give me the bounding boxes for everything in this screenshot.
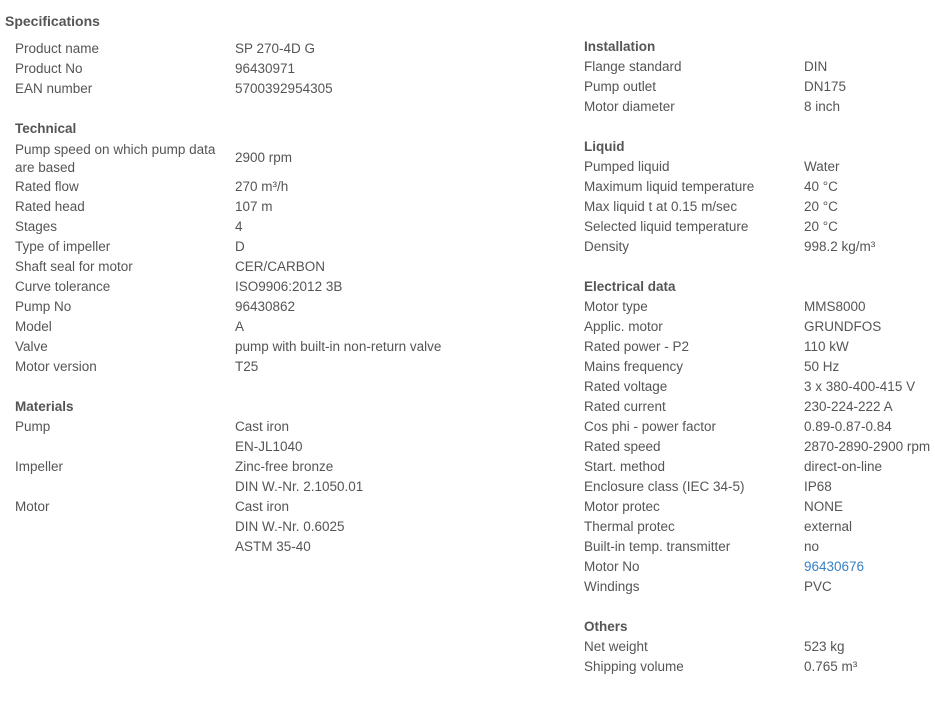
- spec-value: 96430862: [235, 299, 296, 314]
- spec-label: Pump: [15, 419, 51, 434]
- section-title-materials: Materials: [15, 399, 74, 414]
- spec-value: 0.765 m³: [804, 659, 858, 674]
- spec-label: Motor diameter: [584, 99, 675, 114]
- spec-label: Enclosure class (IEC 34-5): [584, 479, 745, 494]
- spec-value: EN-JL1040: [235, 439, 303, 454]
- spec-value: 8 inch: [804, 99, 841, 114]
- spec-label: Built-in temp. transmitter: [584, 539, 731, 554]
- spec-value: 2870-2890-2900 rpm: [804, 439, 931, 454]
- section-title-electrical: Electrical data: [584, 279, 676, 294]
- section-title-others: Others: [584, 619, 628, 634]
- spec-label: Pumped liquid: [584, 159, 670, 174]
- spec-label: Rated flow: [15, 179, 79, 194]
- spec-value: GRUNDFOS: [804, 319, 882, 334]
- spec-label: Start. method: [584, 459, 666, 474]
- page-title: Specifications: [5, 13, 100, 29]
- spec-value: external: [804, 519, 853, 534]
- spec-label: EAN number: [15, 81, 93, 96]
- spec-label: Motor type: [584, 299, 648, 314]
- spec-value: 2900 rpm: [235, 150, 293, 165]
- spec-label: Shaft seal for motor: [15, 259, 133, 274]
- spec-label: Impeller: [15, 459, 64, 474]
- spec-value: 110 kW: [804, 339, 849, 354]
- spec-value: 998.2 kg/m³: [804, 239, 876, 254]
- spec-label: Net weight: [584, 639, 648, 654]
- spec-label: Mains frequency: [584, 359, 684, 374]
- motor-no-link[interactable]: 96430676: [804, 559, 865, 574]
- spec-value: IP68: [804, 479, 832, 494]
- spec-value: Cast iron: [235, 499, 290, 514]
- spec-label: Product No: [15, 61, 83, 76]
- spec-label: Pump outlet: [584, 79, 657, 94]
- spec-value: D: [235, 239, 245, 254]
- spec-label: Applic. motor: [584, 319, 663, 334]
- spec-value: CER/CARBON: [235, 259, 326, 274]
- section-title-technical: Technical: [15, 121, 77, 136]
- spec-value: no: [804, 539, 820, 554]
- spec-label: Rated head: [15, 199, 85, 214]
- spec-value: 20 °C: [804, 219, 838, 234]
- spec-label: Density: [584, 239, 630, 254]
- spec-value: 40 °C: [804, 179, 838, 194]
- spec-value: 4: [235, 219, 243, 234]
- spec-value: DIN: [804, 59, 828, 74]
- spec-label: Motor: [15, 499, 50, 514]
- spec-label: Flange standard: [584, 59, 682, 74]
- section-title-liquid: Liquid: [584, 139, 625, 154]
- spec-value: Zinc-free bronze: [235, 459, 334, 474]
- spec-value: T25: [235, 359, 259, 374]
- spec-value: ASTM 35-40: [235, 539, 311, 554]
- spec-value: 0.89-0.87-0.84: [804, 419, 892, 434]
- spec-value: 5700392954305: [235, 81, 333, 96]
- spec-label: Shipping volume: [584, 659, 684, 674]
- spec-label: Motor protec: [584, 499, 660, 514]
- spec-label: Motor version: [15, 359, 97, 374]
- spec-label: Stages: [15, 219, 58, 234]
- spec-value: 523 kg: [804, 639, 845, 654]
- spec-value: Water: [804, 159, 840, 174]
- spec-value: 3 x 380-400-415 V: [804, 379, 916, 394]
- spec-label: Product name: [15, 41, 100, 56]
- spec-label: Pump No: [15, 299, 72, 314]
- spec-value: DN175: [804, 79, 847, 94]
- spec-label: Valve: [15, 339, 48, 354]
- section-title-installation: Installation: [584, 39, 656, 54]
- spec-value: 50 Hz: [804, 359, 840, 374]
- spec-value: 270 m³/h: [235, 179, 289, 194]
- spec-label: Thermal protec: [584, 519, 675, 534]
- spec-label: Model: [15, 319, 52, 334]
- spec-label: Cos phi - power factor: [584, 419, 717, 434]
- spec-value: A: [235, 319, 245, 334]
- spec-value: DIN W.-Nr. 0.6025: [235, 519, 345, 534]
- spec-label: Rated current: [584, 399, 666, 414]
- spec-value: DIN W.-Nr. 2.1050.01: [235, 479, 364, 494]
- spec-value: 107 m: [235, 199, 273, 214]
- spec-value: 20 °C: [804, 199, 838, 214]
- spec-label: Selected liquid temperature: [584, 219, 749, 234]
- spec-value: MMS8000: [804, 299, 866, 314]
- spec-value: 96430971: [235, 61, 296, 76]
- spec-label: Rated voltage: [584, 379, 668, 394]
- spec-value: NONE: [804, 499, 844, 514]
- spec-label: Type of impeller: [15, 239, 111, 254]
- spec-label: Windings: [584, 579, 640, 594]
- spec-label: Pump speed on which pump data are based: [15, 142, 216, 175]
- spec-value: SP 270-4D G: [235, 41, 316, 56]
- spec-value: PVC: [804, 579, 832, 594]
- spec-value: Cast iron: [235, 419, 290, 434]
- spec-value: direct-on-line: [804, 459, 883, 474]
- spec-label: Curve tolerance: [15, 279, 111, 294]
- spec-value: ISO9906:2012 3B: [235, 279, 343, 294]
- spec-label: Motor No: [584, 559, 640, 574]
- spec-label: Rated power - P2: [584, 339, 690, 354]
- spec-label: Maximum liquid temperature: [584, 179, 755, 194]
- spec-value: pump with built-in non-return valve: [235, 339, 442, 354]
- spec-value: 230-224-222 A: [804, 399, 893, 414]
- spec-label: Rated speed: [584, 439, 661, 454]
- spec-label: Max liquid t at 0.15 m/sec: [584, 199, 738, 214]
